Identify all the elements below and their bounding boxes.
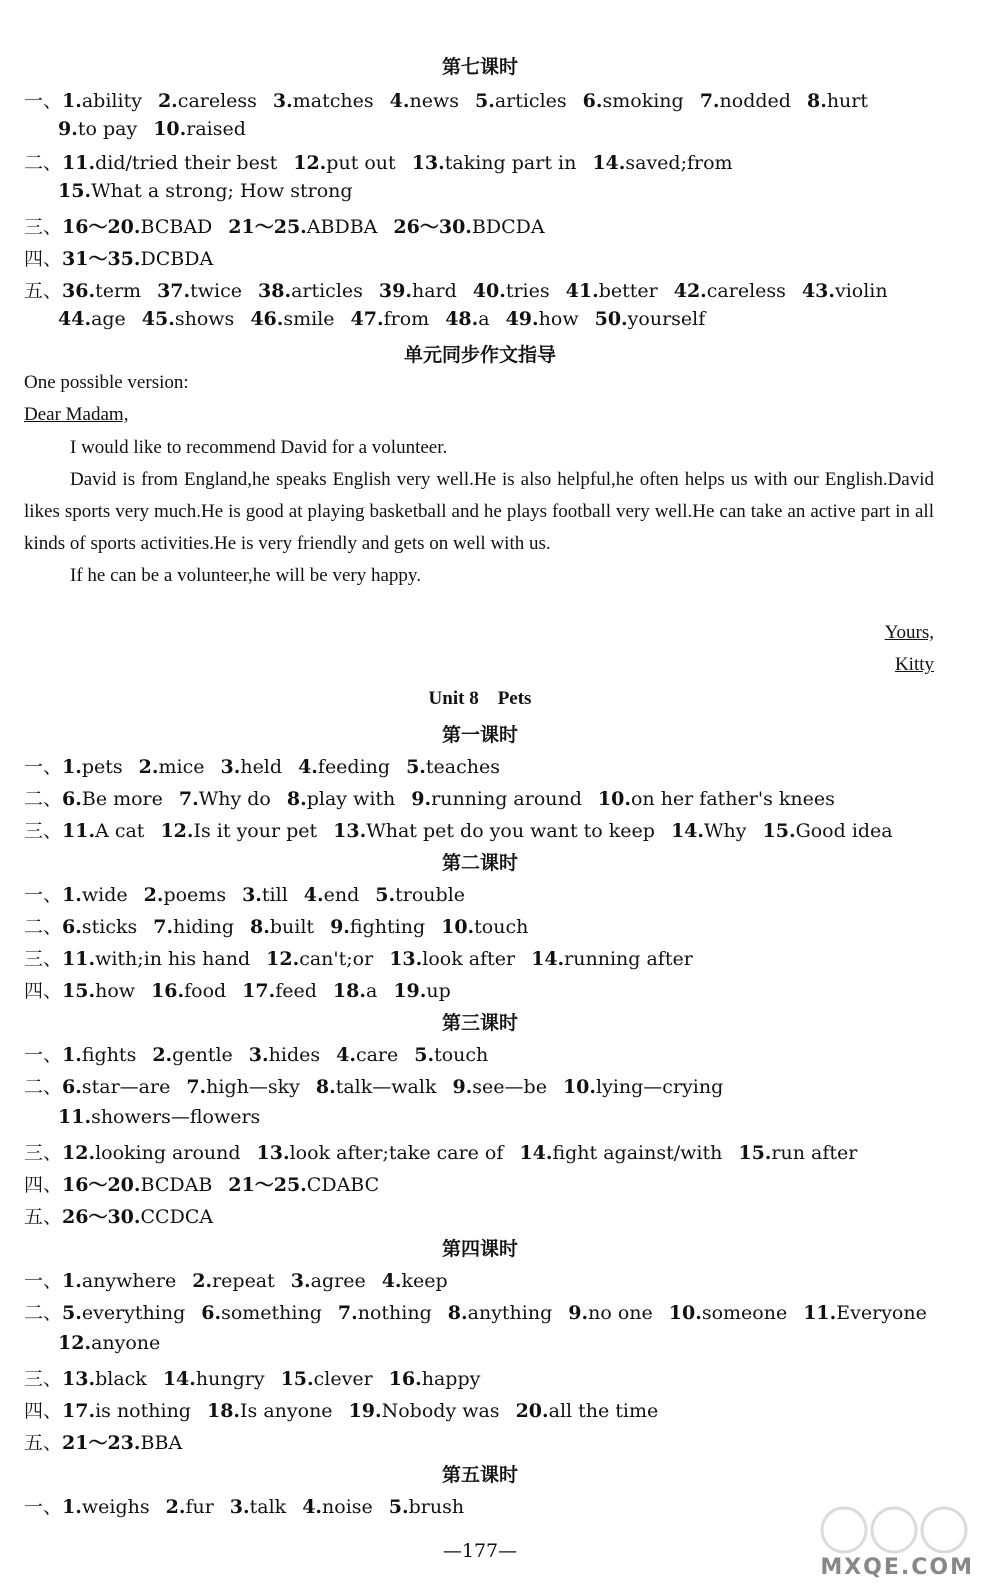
section-marker: 一、 bbox=[24, 90, 63, 112]
answer-item: 11.did/tried their best bbox=[62, 152, 278, 174]
answer-item: 7.high—sky bbox=[186, 1076, 300, 1098]
answer-line bbox=[58, 118, 262, 140]
answer-number: 15. bbox=[62, 980, 96, 1002]
page-number: —177— bbox=[442, 1540, 518, 1562]
answer-item: 16.food bbox=[151, 980, 227, 1002]
answer-line bbox=[58, 308, 721, 330]
essay-paragraph: If he can be a volunteer,he will be very happy. bbox=[70, 565, 421, 586]
answer-number: 15. bbox=[738, 1142, 772, 1164]
answer-item: 9.running around bbox=[411, 788, 582, 810]
section-marker: 一、 bbox=[24, 1270, 63, 1292]
answer-item: 7.Why do bbox=[178, 788, 271, 810]
answer-item: 7.nodded bbox=[699, 90, 791, 112]
answer-item: 4.noise bbox=[302, 1496, 373, 1518]
answer-number: 6. bbox=[62, 788, 82, 810]
answer-item: 6.Be more bbox=[62, 788, 163, 810]
answer-number: 12. bbox=[62, 1142, 96, 1164]
heading-writing-guide: 单元同步作文指导 bbox=[403, 344, 556, 366]
answer-item: 8.play with bbox=[286, 788, 396, 810]
answer-item: 3.agree bbox=[290, 1270, 366, 1292]
answer-item: 44.age bbox=[58, 308, 126, 330]
answer-item: 2.careless bbox=[157, 90, 257, 112]
answer-number: 2. bbox=[157, 90, 178, 112]
answer-number: 48. bbox=[445, 308, 479, 330]
answer-item: 14.running after bbox=[531, 948, 693, 970]
answer-item: 14.hungry bbox=[162, 1368, 265, 1390]
answer-item: 13.taking part in bbox=[411, 152, 577, 174]
answer-item: 48.a bbox=[445, 308, 490, 330]
answer-number: 6. bbox=[62, 916, 82, 938]
answer-line bbox=[24, 86, 884, 113]
answer-item: 14.fight against/with bbox=[519, 1142, 723, 1164]
answer-line bbox=[24, 1396, 674, 1423]
answer-number: 5. bbox=[388, 1496, 409, 1518]
answer-item: 42.careless bbox=[673, 280, 786, 302]
answer-item: 5.teaches bbox=[406, 756, 501, 778]
answer-item: 13.look after;take care of bbox=[256, 1142, 504, 1164]
answer-number: 36. bbox=[62, 280, 96, 302]
answer-number: 19. bbox=[393, 980, 427, 1002]
answer-item: 11.A cat bbox=[62, 820, 145, 842]
answer-item: 40.tries bbox=[472, 280, 550, 302]
answer-item: 19.Nobody was bbox=[348, 1400, 500, 1422]
answer-number: 9. bbox=[330, 916, 350, 938]
answer-item: 10.raised bbox=[153, 118, 246, 140]
answer-item: 10.touch bbox=[441, 916, 529, 938]
answer-number: 7. bbox=[337, 1302, 358, 1324]
heading-lesson1: 第一课时 bbox=[441, 724, 518, 746]
answer-item: 2.poems bbox=[143, 884, 227, 906]
answer-item: 15.run after bbox=[738, 1142, 858, 1164]
essay-intro: One possible version: bbox=[24, 372, 189, 393]
answer-line bbox=[24, 784, 851, 811]
answer-line bbox=[24, 1202, 229, 1229]
answer-item: 1.wide bbox=[62, 884, 128, 906]
answer-item: 3.hides bbox=[248, 1044, 321, 1066]
answer-number: 21～23. bbox=[62, 1432, 141, 1454]
answer-item: 7.hiding bbox=[153, 916, 235, 938]
answer-item: 8.talk—walk bbox=[315, 1076, 437, 1098]
essay-signature: Kitty bbox=[894, 654, 934, 675]
answer-item: 15.clever bbox=[280, 1368, 373, 1390]
answer-item: 2.fur bbox=[165, 1496, 214, 1518]
answer-number: 6. bbox=[62, 1076, 82, 1098]
answer-item: 1.weighs bbox=[62, 1496, 150, 1518]
answer-number: 46. bbox=[250, 308, 284, 330]
answer-item: 11.with;in his hand bbox=[62, 948, 251, 970]
section-marker: 三、 bbox=[24, 216, 63, 238]
heading-lesson2: 第二课时 bbox=[441, 852, 518, 874]
answer-item: 1.ability bbox=[62, 90, 142, 112]
answer-number: 13. bbox=[411, 152, 445, 174]
answer-number: 4. bbox=[381, 1270, 402, 1292]
answer-item: 4.care bbox=[336, 1044, 399, 1066]
answer-number: 3. bbox=[220, 756, 241, 778]
essay-body bbox=[24, 432, 934, 592]
answer-number: 7. bbox=[186, 1076, 207, 1098]
answer-number: 8. bbox=[250, 916, 270, 938]
answer-number: 12. bbox=[58, 1332, 92, 1354]
answer-number: 7. bbox=[178, 788, 199, 810]
essay-salutation: Dear Madam, bbox=[24, 404, 129, 425]
answer-item: 6.smoking bbox=[582, 90, 684, 112]
answer-item: 12.Is it your pet bbox=[160, 820, 318, 842]
answer-number: 7. bbox=[153, 916, 174, 938]
answer-number: 49. bbox=[505, 308, 539, 330]
answer-number: 9. bbox=[568, 1302, 589, 1324]
section-marker: 一、 bbox=[24, 756, 63, 778]
answer-number: 4. bbox=[303, 884, 324, 906]
heading-lesson7: 第七课时 bbox=[441, 56, 518, 78]
answer-item: 21～25.ABDBA bbox=[228, 216, 378, 238]
answer-number: 40. bbox=[472, 280, 506, 302]
section-marker: 五、 bbox=[24, 280, 63, 302]
answer-item: 4.news bbox=[389, 90, 459, 112]
answer-number: 10. bbox=[597, 788, 631, 810]
answer-number: 5. bbox=[414, 1044, 435, 1066]
answer-line bbox=[24, 148, 749, 175]
answer-item: 14.saved;from bbox=[592, 152, 733, 174]
section-marker: 三、 bbox=[24, 1368, 63, 1390]
answer-number: 2. bbox=[143, 884, 164, 906]
answer-line bbox=[24, 1072, 739, 1099]
answer-item: 21～25.CDABC bbox=[228, 1174, 380, 1196]
answer-number: 8. bbox=[806, 90, 827, 112]
answer-item: 5.brush bbox=[388, 1496, 465, 1518]
answer-line bbox=[24, 944, 709, 971]
answer-item: 9.fighting bbox=[330, 916, 426, 938]
answer-number: 14. bbox=[670, 820, 704, 842]
section-marker: 四、 bbox=[24, 248, 63, 270]
answer-number: 50. bbox=[594, 308, 628, 330]
answer-item: 13.What pet do you want to keep bbox=[333, 820, 655, 842]
answer-line bbox=[24, 1364, 496, 1391]
answer-line bbox=[24, 1492, 480, 1519]
answer-number: 13. bbox=[389, 948, 423, 970]
answer-number: 13. bbox=[333, 820, 367, 842]
answer-line bbox=[24, 1266, 464, 1293]
answer-number: 15. bbox=[58, 180, 92, 202]
answer-number: 12. bbox=[293, 152, 327, 174]
answer-number: 2. bbox=[165, 1496, 186, 1518]
answer-number: 2. bbox=[192, 1270, 213, 1292]
answer-number: 13. bbox=[62, 1368, 96, 1390]
answer-number: 44. bbox=[58, 308, 92, 330]
essay-paragraph: David is from England,he speaks English very well.He is also helpful,he often helps us with our English.David likes sports very much.He is good at playing basketball and he plays football very well.He can take an active part in all kinds of sports activities.He is very friendly and gets on well with us. bbox=[24, 469, 934, 554]
section-marker: 二、 bbox=[24, 1076, 63, 1098]
section-marker: 四、 bbox=[24, 980, 63, 1002]
answer-number: 3. bbox=[272, 90, 293, 112]
answer-number: 5. bbox=[62, 1302, 82, 1324]
answer-line bbox=[24, 752, 516, 779]
answer-item: 9.to pay bbox=[58, 118, 138, 140]
answer-number: 11. bbox=[62, 152, 96, 174]
answer-number: 38. bbox=[258, 280, 292, 302]
answer-number: 16. bbox=[151, 980, 185, 1002]
answer-line bbox=[24, 1428, 198, 1455]
answer-number: 11. bbox=[62, 948, 96, 970]
answer-item: 4.keep bbox=[381, 1270, 448, 1292]
answer-item: 17.feed bbox=[242, 980, 317, 1002]
answer-line bbox=[24, 1170, 395, 1197]
answer-item: 8.hurt bbox=[806, 90, 869, 112]
answer-number: 12. bbox=[160, 820, 194, 842]
answer-item: 37.twice bbox=[157, 280, 242, 302]
answer-item: 16.happy bbox=[388, 1368, 481, 1390]
answer-item: 38.articles bbox=[258, 280, 363, 302]
answer-item: 2.repeat bbox=[192, 1270, 275, 1292]
answer-item: 46.smile bbox=[250, 308, 335, 330]
answer-line bbox=[24, 212, 561, 239]
answer-item: 26～30.CCDCA bbox=[62, 1206, 214, 1228]
answer-number: 9. bbox=[58, 118, 78, 140]
answer-number: 1. bbox=[62, 1496, 82, 1518]
answer-item: 9.no one bbox=[568, 1302, 653, 1324]
answer-item: 1.anywhere bbox=[62, 1270, 177, 1292]
answer-item: 19.up bbox=[393, 980, 451, 1002]
answer-number: 45. bbox=[141, 308, 175, 330]
answer-number: 31～35. bbox=[62, 248, 141, 270]
essay-paragraph: I would like to recommend David for a volunteer. bbox=[70, 437, 448, 458]
answer-number: 17. bbox=[62, 1400, 96, 1422]
answer-item: 18.a bbox=[332, 980, 378, 1002]
answer-item: 16～20.BCDAB bbox=[62, 1174, 213, 1196]
answer-item: 17.is nothing bbox=[62, 1400, 191, 1422]
answer-number: 1. bbox=[62, 1270, 82, 1292]
answer-item: 15.What a strong; How strong bbox=[58, 180, 353, 202]
heading-lesson3: 第三课时 bbox=[441, 1012, 518, 1034]
answer-number: 9. bbox=[411, 788, 432, 810]
answer-item: 6.sticks bbox=[62, 916, 138, 938]
answer-number: 21～25. bbox=[228, 216, 307, 238]
answer-number: 11. bbox=[62, 820, 96, 842]
section-marker: 五、 bbox=[24, 1206, 63, 1228]
heading-lesson4: 第四课时 bbox=[441, 1238, 518, 1260]
answer-item: 3.held bbox=[220, 756, 283, 778]
section-marker: 一、 bbox=[24, 884, 63, 906]
heading-lesson5: 第五课时 bbox=[441, 1464, 518, 1486]
answer-item: 41.better bbox=[565, 280, 658, 302]
answer-number: 7. bbox=[699, 90, 720, 112]
essay-closing: Yours, bbox=[884, 622, 934, 643]
answer-number: 6. bbox=[201, 1302, 222, 1324]
answer-item: 12.can't;or bbox=[266, 948, 374, 970]
answer-item: 12.looking around bbox=[62, 1142, 241, 1164]
watermark-text: MXQE.COM bbox=[820, 1555, 974, 1580]
answer-item: 20.all the time bbox=[515, 1400, 659, 1422]
answer-item: 39.hard bbox=[378, 280, 457, 302]
answer-number: 15. bbox=[762, 820, 796, 842]
answer-item: 5.trouble bbox=[375, 884, 466, 906]
answer-number: 8. bbox=[315, 1076, 336, 1098]
answer-number: 4. bbox=[389, 90, 410, 112]
answer-item: 2.gentle bbox=[152, 1044, 233, 1066]
section-marker: 二、 bbox=[24, 788, 63, 810]
answer-number: 21～25. bbox=[228, 1174, 307, 1196]
answer-number: 3. bbox=[242, 884, 262, 906]
answer-number: 16～20. bbox=[62, 1174, 141, 1196]
answer-number: 19. bbox=[348, 1400, 382, 1422]
section-marker: 三、 bbox=[24, 820, 63, 842]
answer-item: 16～20.BCBAD bbox=[62, 216, 213, 238]
answer-number: 12. bbox=[266, 948, 300, 970]
answer-number: 18. bbox=[206, 1400, 241, 1422]
answer-item: 11.Everyone bbox=[803, 1302, 927, 1324]
answer-item: 11.showers—flowers bbox=[58, 1106, 261, 1128]
section-marker: 三、 bbox=[24, 1142, 63, 1164]
answer-item: 3.talk bbox=[229, 1496, 287, 1518]
answer-item: 36.term bbox=[62, 280, 142, 302]
answer-item: 49.how bbox=[505, 308, 579, 330]
answer-line bbox=[24, 276, 904, 303]
answer-number: 9. bbox=[452, 1076, 473, 1098]
answer-item: 5.everything bbox=[62, 1302, 186, 1324]
section-marker: 一、 bbox=[24, 1496, 63, 1518]
section-marker: 四、 bbox=[24, 1400, 63, 1422]
answer-number: 41. bbox=[565, 280, 599, 302]
section-marker: 二、 bbox=[24, 1302, 63, 1324]
answer-number: 1. bbox=[62, 90, 82, 112]
answer-number: 11. bbox=[803, 1302, 837, 1324]
answer-item: 21～23.BBA bbox=[62, 1432, 183, 1454]
answer-number: 5. bbox=[375, 884, 396, 906]
answer-number: 4. bbox=[298, 756, 318, 778]
answer-item: 12.put out bbox=[293, 152, 396, 174]
answer-item: 2.mice bbox=[138, 756, 205, 778]
answer-item: 43.violin bbox=[801, 280, 888, 302]
answer-number: 43. bbox=[801, 280, 835, 302]
answer-item: 15.how bbox=[62, 980, 136, 1002]
answer-number: 20. bbox=[515, 1400, 549, 1422]
answer-number: 37. bbox=[157, 280, 191, 302]
answer-number: 10. bbox=[441, 916, 475, 938]
answer-number: 5. bbox=[474, 90, 495, 112]
answer-item: 5.touch bbox=[414, 1044, 489, 1066]
answer-number: 4. bbox=[302, 1496, 323, 1518]
answer-number: 17. bbox=[242, 980, 276, 1002]
heading-unit8: Unit 8 Pets bbox=[428, 688, 532, 709]
section-marker: 三、 bbox=[24, 948, 63, 970]
answer-item: 50.yourself bbox=[594, 308, 706, 330]
section-marker: 二、 bbox=[24, 152, 63, 174]
answer-line bbox=[58, 180, 369, 202]
answer-number: 26～30. bbox=[393, 216, 472, 238]
answer-item: 4.end bbox=[303, 884, 360, 906]
answer-item: 26～30.BDCDA bbox=[393, 216, 545, 238]
answer-line bbox=[24, 1298, 943, 1325]
answer-number: 1. bbox=[62, 884, 82, 906]
answer-item: 14.Why bbox=[670, 820, 747, 842]
answer-number: 6. bbox=[582, 90, 603, 112]
answer-number: 18. bbox=[332, 980, 366, 1002]
answer-number: 1. bbox=[62, 756, 82, 778]
answer-item: 3.till bbox=[242, 884, 288, 906]
answer-item: 12.anyone bbox=[58, 1332, 161, 1354]
answer-item: 8.built bbox=[250, 916, 315, 938]
answer-item: 15.Good idea bbox=[762, 820, 893, 842]
answer-item: 13.black bbox=[62, 1368, 147, 1390]
answer-number: 2. bbox=[138, 756, 159, 778]
answer-item: 8.anything bbox=[447, 1302, 553, 1324]
answer-line bbox=[24, 1040, 504, 1067]
answer-number: 14. bbox=[531, 948, 565, 970]
answer-line bbox=[58, 1106, 276, 1128]
answer-item: 31～35.DCBDA bbox=[62, 248, 214, 270]
answer-item: 4.feeding bbox=[298, 756, 391, 778]
answer-number: 10. bbox=[668, 1302, 702, 1324]
answer-item: 13.look after bbox=[389, 948, 516, 970]
answer-item: 10.someone bbox=[668, 1302, 788, 1324]
answer-number: 26～30. bbox=[62, 1206, 141, 1228]
answer-item: 3.matches bbox=[272, 90, 374, 112]
answer-number: 1. bbox=[62, 1044, 82, 1066]
answer-number: 5. bbox=[406, 756, 426, 778]
answer-number: 10. bbox=[562, 1076, 597, 1098]
section-marker: 五、 bbox=[24, 1432, 63, 1454]
answer-item: 10.lying—crying bbox=[562, 1076, 724, 1098]
answer-item: 9.see—be bbox=[452, 1076, 547, 1098]
answer-line bbox=[58, 1332, 176, 1354]
answer-item: 1.pets bbox=[62, 756, 123, 778]
answer-number: 10. bbox=[153, 118, 187, 140]
answer-item: 5.articles bbox=[474, 90, 567, 112]
answer-number: 2. bbox=[152, 1044, 173, 1066]
answer-number: 4. bbox=[336, 1044, 356, 1066]
section-marker: 一、 bbox=[24, 1044, 63, 1066]
answer-number: 11. bbox=[58, 1106, 92, 1128]
answer-number: 42. bbox=[673, 280, 707, 302]
answer-item: 1.fights bbox=[62, 1044, 137, 1066]
answer-item: 7.nothing bbox=[337, 1302, 432, 1324]
section-marker: 二、 bbox=[24, 916, 63, 938]
answer-line bbox=[24, 976, 467, 1003]
answer-number: 14. bbox=[592, 152, 626, 174]
answer-item: 18.Is anyone bbox=[206, 1400, 333, 1422]
answer-number: 39. bbox=[378, 280, 412, 302]
answer-item: 45.shows bbox=[141, 308, 235, 330]
answer-number: 8. bbox=[447, 1302, 468, 1324]
answer-line bbox=[24, 244, 229, 271]
answer-number: 47. bbox=[350, 308, 384, 330]
answer-number: 8. bbox=[286, 788, 307, 810]
answer-item: 6.star—are bbox=[62, 1076, 171, 1098]
answer-number: 16～20. bbox=[62, 216, 141, 238]
answer-number: 14. bbox=[162, 1368, 196, 1390]
answer-item: 47.from bbox=[350, 308, 430, 330]
answer-number: 3. bbox=[290, 1270, 311, 1292]
answer-number: 16. bbox=[388, 1368, 422, 1390]
answer-number: 3. bbox=[248, 1044, 269, 1066]
answer-line bbox=[24, 1138, 873, 1165]
answer-line bbox=[24, 912, 544, 939]
answer-number: 15. bbox=[280, 1368, 314, 1390]
answer-line bbox=[24, 880, 481, 907]
answer-number: 3. bbox=[229, 1496, 250, 1518]
section-marker: 四、 bbox=[24, 1174, 63, 1196]
answer-number: 14. bbox=[519, 1142, 553, 1164]
answer-line bbox=[24, 816, 909, 843]
answer-item: 6.something bbox=[201, 1302, 322, 1324]
answer-item: 10.on her father's knees bbox=[597, 788, 835, 810]
answer-number: 13. bbox=[256, 1142, 290, 1164]
